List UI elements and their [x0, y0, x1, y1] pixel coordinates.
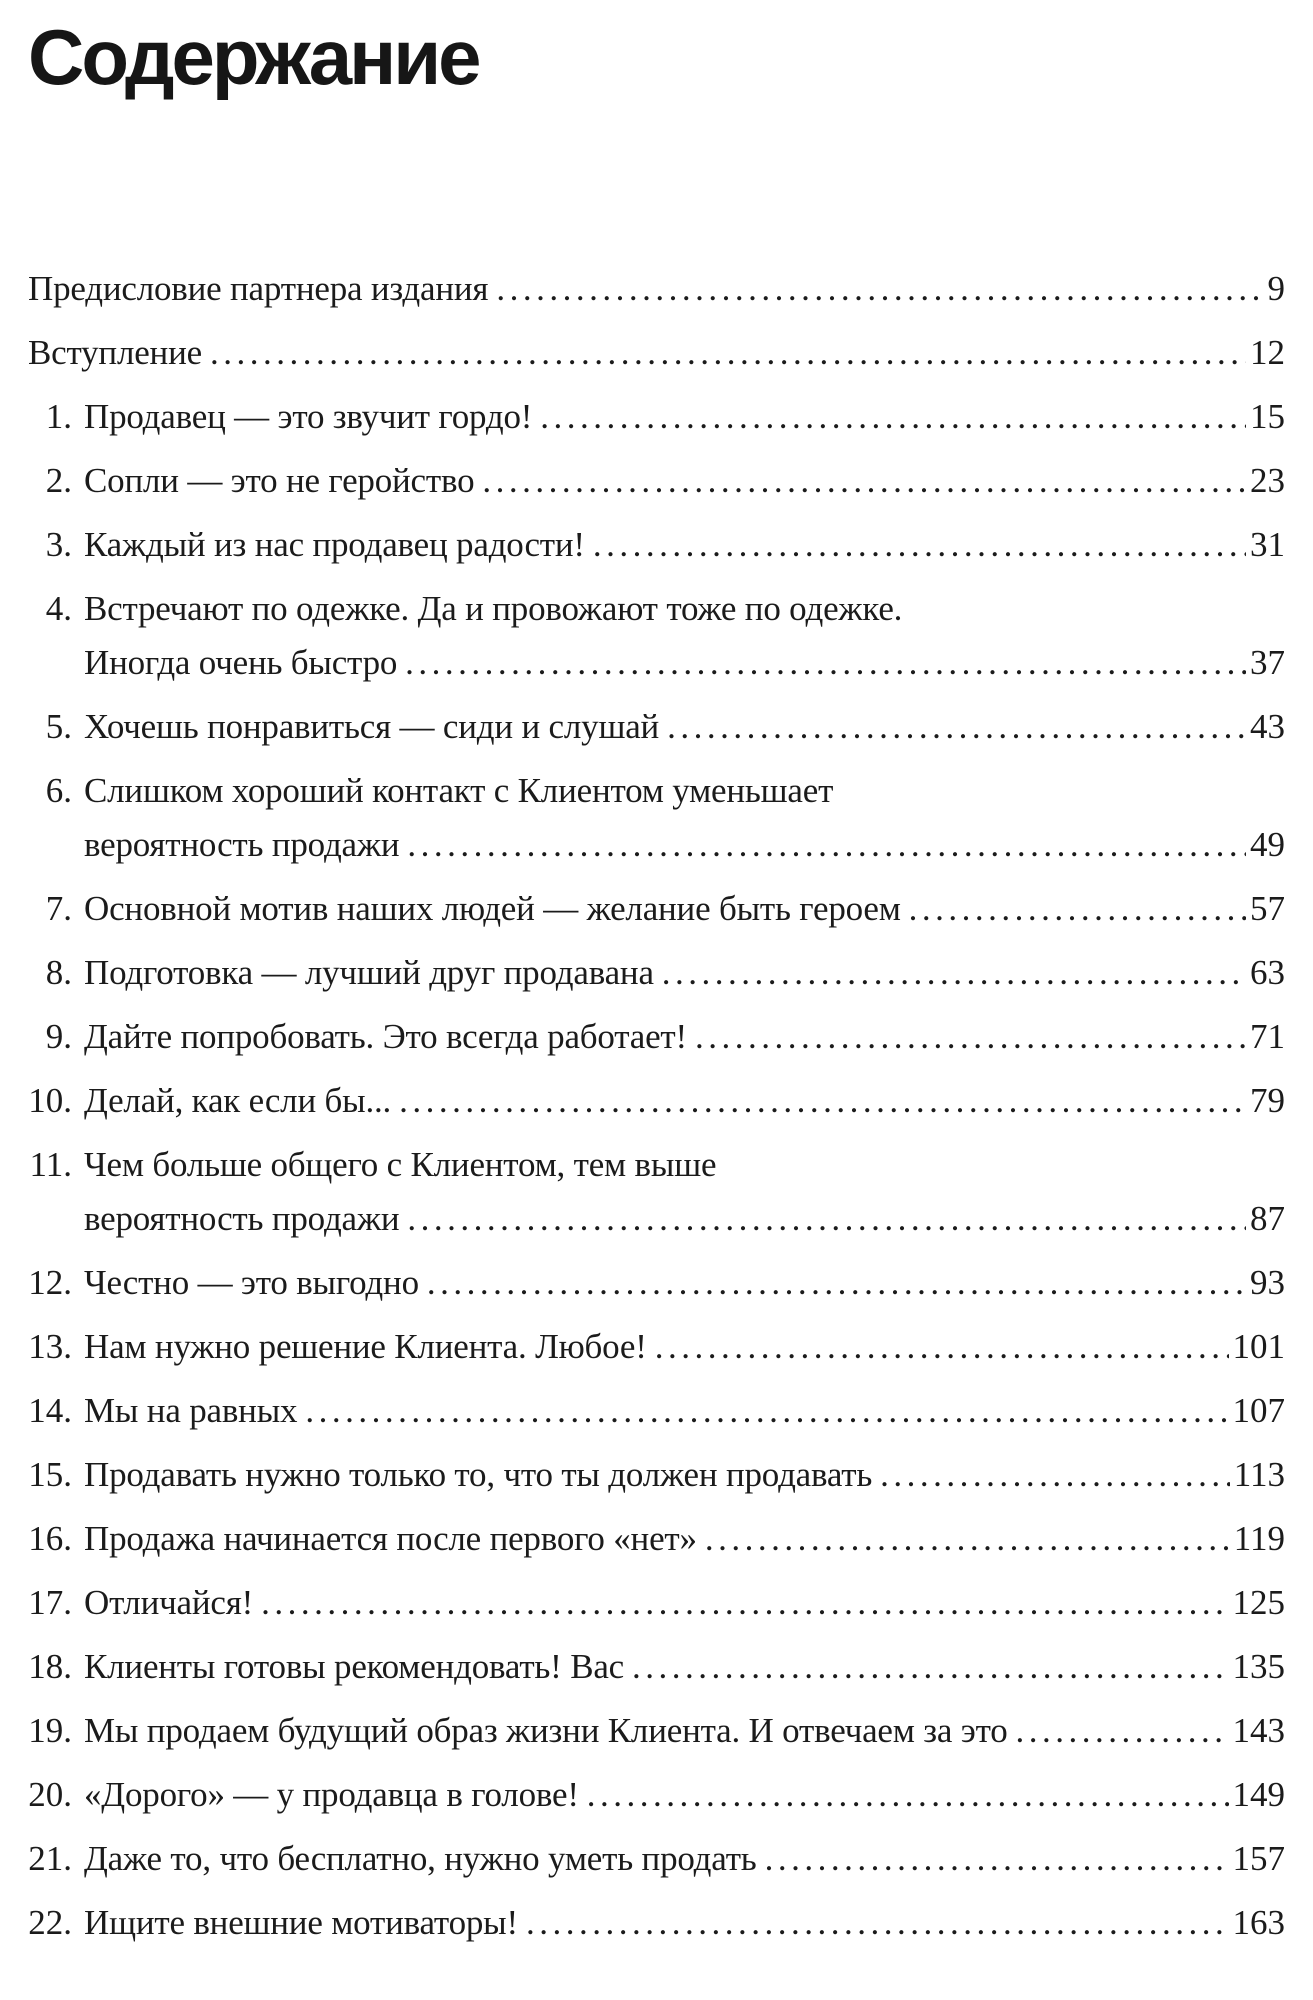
dot-leader: [765, 1832, 1229, 1886]
toc-page-number: 113: [1233, 1455, 1285, 1494]
toc-page-number: 125: [1232, 1583, 1285, 1622]
toc-page-number: 87: [1250, 1199, 1285, 1238]
dot-leader: [305, 1384, 1228, 1438]
toc-entry: [28, 518, 1285, 572]
toc-entry-title: Мы продаем будущий образ жизни Клиента. И отвечаем за это: [84, 1711, 1008, 1750]
toc-entry-title: вероятность продажи: [84, 825, 400, 864]
toc-page-number: 23: [1250, 461, 1285, 500]
toc-entry-line: [28, 1576, 1285, 1630]
toc-entry-title: «Дорого» — у продавца в голове!: [84, 1775, 579, 1814]
toc-entry-line: [28, 764, 1285, 818]
toc-entry: [28, 1640, 1285, 1694]
toc-entry-title: Делай, как если бы...: [84, 1081, 392, 1120]
dot-leader: [407, 818, 1246, 872]
toc-entry-line: [28, 1448, 1285, 1502]
toc-entry-title: Вступление: [28, 333, 202, 372]
toc-entry: [28, 1576, 1285, 1630]
toc-entry-line: [28, 946, 1285, 1000]
toc-entry-title: Основной мотив наших людей — желание быть героем: [84, 889, 901, 928]
dot-leader: [399, 1074, 1246, 1128]
toc-entry-line: [28, 262, 1285, 316]
dot-leader: [427, 1256, 1246, 1310]
toc-entry-title: Даже то, что бесплатно, нужно уметь продать: [84, 1839, 757, 1878]
toc-entry-title: вероятность продажи: [84, 1199, 400, 1238]
toc-entry-line: [28, 1074, 1285, 1128]
dot-leader: [667, 700, 1246, 754]
toc-entry-line: [28, 582, 1285, 636]
toc-entry: [28, 882, 1285, 936]
dot-leader: [655, 1320, 1229, 1374]
toc-page-number: 143: [1232, 1711, 1285, 1750]
toc-entry: [28, 454, 1285, 508]
toc-entry: [28, 1448, 1285, 1502]
toc-entry: [28, 1256, 1285, 1310]
toc-entry-line: [28, 818, 1285, 872]
toc-entry: [28, 1832, 1285, 1886]
toc-page-number: 163: [1232, 1903, 1285, 1942]
toc-entry-number: 1.: [45, 397, 72, 436]
toc-entry-line: [28, 636, 1285, 690]
toc-entry-line: [28, 1512, 1285, 1566]
toc-entry-title: Сопли — это не геройство: [84, 461, 475, 500]
toc-entry-number: 16.: [28, 1519, 72, 1558]
toc-entry-title: Предисловие партнера издания: [28, 269, 489, 308]
toc-entry-title: Мы на равных: [84, 1391, 298, 1430]
toc-entry: [28, 1704, 1285, 1758]
dot-leader: [593, 518, 1246, 572]
toc-entry-line: [28, 882, 1285, 936]
toc-entry-line: [28, 1320, 1285, 1374]
toc-entry: [28, 1138, 1285, 1246]
toc-page-number: 37: [1250, 643, 1285, 682]
toc-entry-number: 13.: [28, 1327, 72, 1366]
dot-leader: [909, 882, 1246, 936]
toc-entry-line: [28, 518, 1285, 572]
toc-entry-number: 14.: [28, 1391, 72, 1430]
dot-leader: [695, 1010, 1246, 1064]
dot-leader: [405, 636, 1246, 690]
toc-entry-title: Продавец — это звучит гордо!: [84, 397, 533, 436]
toc-entry-title: Встречают по одежке. Да и провожают тоже по одежке.: [84, 589, 903, 628]
toc-page-number: 79: [1250, 1081, 1285, 1120]
toc-entry-line: [28, 1256, 1285, 1310]
dot-leader: [526, 1896, 1229, 1950]
toc-entry: [28, 700, 1285, 754]
toc-entry: [28, 1384, 1285, 1438]
toc-entry-number: 20.: [28, 1775, 72, 1814]
toc-entry-number: 17.: [28, 1583, 72, 1622]
toc-entry-title: Нам нужно решение Клиента. Любое!: [84, 1327, 647, 1366]
toc-entry: [28, 582, 1285, 690]
toc-entry-number: 19.: [28, 1711, 72, 1750]
toc-page-number: 63: [1250, 953, 1285, 992]
dot-leader: [880, 1448, 1230, 1502]
toc-entry-number: 2.: [45, 461, 72, 500]
toc-entry-line: [28, 326, 1285, 380]
toc-page-number: 9: [1267, 269, 1285, 308]
toc-page-number: 15: [1250, 397, 1285, 436]
toc-entry: [28, 1768, 1285, 1822]
toc-entry-title: Иногда очень быстро: [84, 643, 398, 682]
toc-page-number: 31: [1250, 525, 1285, 564]
toc-entry-number: 5.: [45, 707, 72, 746]
dot-leader: [540, 390, 1246, 444]
toc-entry-line: [28, 1192, 1285, 1246]
toc-entry-number: 18.: [28, 1647, 72, 1686]
toc-entry-number: 12.: [28, 1263, 72, 1302]
toc-entry: [28, 1074, 1285, 1128]
dot-leader: [210, 326, 1246, 380]
toc-entry-title: Подготовка — лучший друг продавана: [84, 953, 654, 992]
table-of-contents: [28, 262, 1285, 1950]
toc-page-number: 119: [1233, 1519, 1285, 1558]
toc-page-number: 93: [1250, 1263, 1285, 1302]
toc-page-number: 107: [1232, 1391, 1285, 1430]
toc-entry-line: [28, 1768, 1285, 1822]
toc-entry-number: 11.: [29, 1145, 72, 1184]
toc-entry: [28, 1896, 1285, 1950]
toc-entry-title: Слишком хороший контакт с Клиентом уменьшает: [84, 771, 834, 810]
toc-entry-title: Продавать нужно только то, что ты должен продавать: [84, 1455, 873, 1494]
toc-entry: [28, 764, 1285, 872]
toc-entry-number: 7.: [45, 889, 72, 928]
toc-entry: [28, 1010, 1285, 1064]
toc-page-number: 135: [1232, 1647, 1285, 1686]
toc-entry-number: 9.: [45, 1017, 72, 1056]
toc-entry: [28, 1320, 1285, 1374]
toc-entry: [28, 326, 1285, 380]
toc-page-number: 57: [1250, 889, 1285, 928]
dot-leader: [407, 1192, 1246, 1246]
toc-entry-title: Клиенты готовы рекомендовать! Вас: [84, 1647, 625, 1686]
dot-leader: [587, 1768, 1229, 1822]
toc-entry-line: [28, 1010, 1285, 1064]
toc-entry-title: Честно — это выгодно: [84, 1263, 419, 1302]
toc-entry-number: 22.: [28, 1903, 72, 1942]
toc-entry-line: [28, 1704, 1285, 1758]
dot-leader: [261, 1576, 1228, 1630]
toc-page-number: 12: [1250, 333, 1285, 372]
toc-entry-line: [28, 1138, 1285, 1192]
toc-entry-number: 3.: [45, 525, 72, 564]
toc-entry-line: [28, 454, 1285, 508]
toc-entry-number: 21.: [28, 1839, 72, 1878]
toc-entry-title: Ищите внешние мотиваторы!: [84, 1903, 518, 1942]
toc-entry-line: [28, 700, 1285, 754]
dot-leader: [1016, 1704, 1229, 1758]
toc-entry-line: [28, 1832, 1285, 1886]
toc-entry-number: 6.: [45, 771, 72, 810]
toc-entry-number: 4.: [45, 589, 72, 628]
page-title: Содержание: [28, 13, 479, 101]
toc-entry-number: 15.: [28, 1455, 72, 1494]
toc-page-number: 71: [1250, 1017, 1285, 1056]
toc-page-number: 49: [1250, 825, 1285, 864]
toc-entry-title: Хочешь понравиться — сиди и слушай: [84, 707, 660, 746]
toc-entry-number: 8.: [45, 953, 72, 992]
toc-entry-line: [28, 1640, 1285, 1694]
toc-entry-title: Чем больше общего с Клиентом, тем выше: [84, 1145, 717, 1184]
toc-entry-number: 10.: [28, 1081, 72, 1120]
dot-leader: [632, 1640, 1228, 1694]
toc-entry: [28, 1512, 1285, 1566]
toc-entry-title: Каждый из нас продавец радости!: [84, 525, 585, 564]
toc-entry-line: [28, 1896, 1285, 1950]
toc-entry-line: [28, 1384, 1285, 1438]
toc-entry-line: [28, 390, 1285, 444]
dot-leader: [705, 1512, 1230, 1566]
toc-entry-title: Продажа начинается после первого «нет»: [84, 1519, 697, 1558]
toc-entry-title: Отличайся!: [84, 1583, 254, 1622]
toc-entry-title: Дайте попробовать. Это всегда работает!: [84, 1017, 687, 1056]
toc-page-number: 43: [1250, 707, 1285, 746]
dot-leader: [496, 262, 1263, 316]
toc-entry: [28, 946, 1285, 1000]
toc-page-number: 101: [1232, 1327, 1285, 1366]
toc-entry: [28, 390, 1285, 444]
toc-entry: [28, 262, 1285, 316]
dot-leader: [662, 946, 1246, 1000]
dot-leader: [482, 454, 1246, 508]
toc-page-number: 157: [1232, 1839, 1285, 1878]
toc-page-number: 149: [1232, 1775, 1285, 1814]
